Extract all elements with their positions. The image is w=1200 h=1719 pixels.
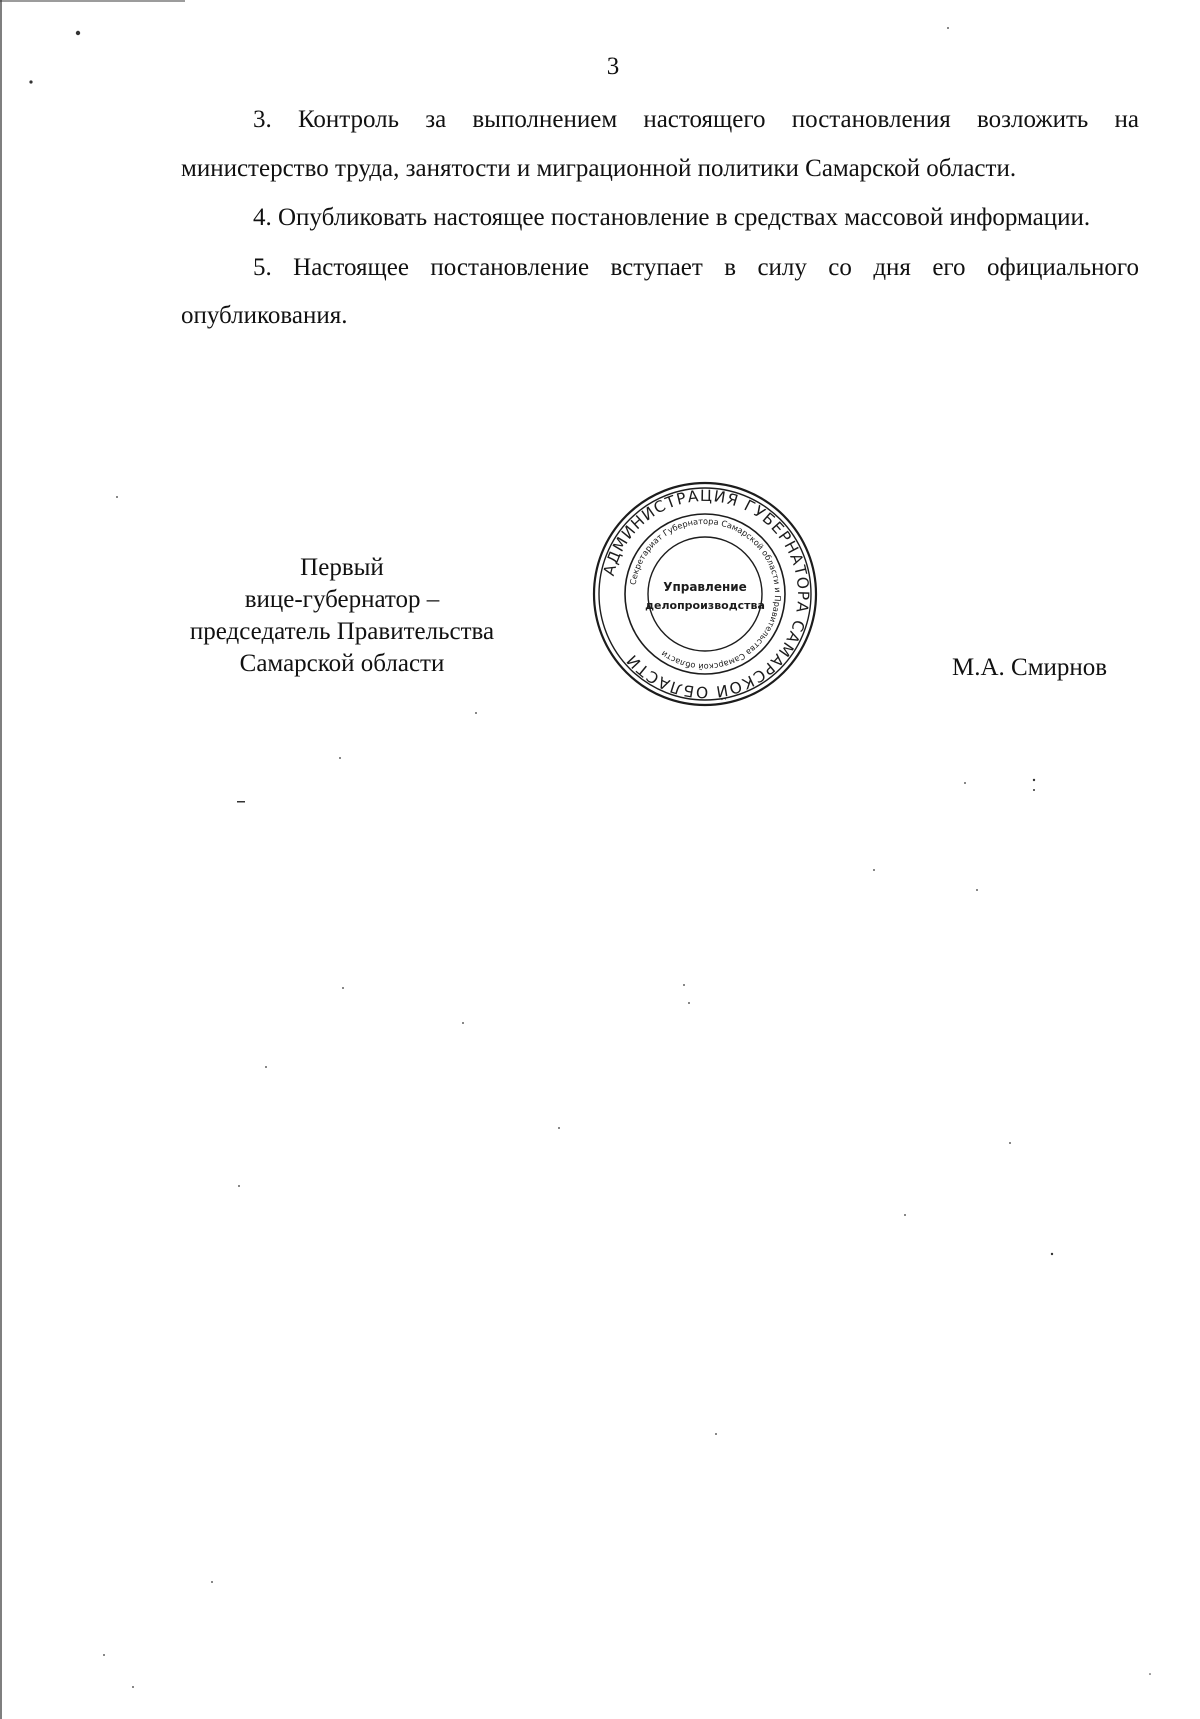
- paragraph-5: 5. Настоящее постановление вступает в силу со дня его официального опубликования.: [181, 253, 1139, 329]
- seal-center-line-2: делопроизводства: [645, 599, 765, 612]
- paragraph-4: 4. Опубликовать настоящее постановление в средствах массовой информации.: [253, 204, 1091, 231]
- signatory-title-line: председатель Правительства: [189, 618, 495, 645]
- scan-edge-left: [0, 0, 2, 1719]
- signatory-title-line: Первый: [300, 554, 384, 581]
- seal-inner-text: [628, 516, 783, 672]
- signatory-title-line: вице-губернатор –: [244, 586, 440, 613]
- seal-center-line-1: Управление: [663, 580, 747, 594]
- seal-graphic: [590, 479, 820, 709]
- resolution-text: [181, 96, 1139, 342]
- page-number: 3: [606, 53, 620, 80]
- paragraph-3: 3. Контроль за выполнением настоящего постановления возложить на министерство труда, занятости и миграционной политики Самарской области.: [181, 106, 1139, 182]
- seal-outer-text-path: АДМИНИСТРАЦИЯ ГУБЕРНАТОРА САМАРСКОЙ ОБЛАСТИ: [599, 486, 813, 702]
- seal-inner-text-path: Секретариат Губернатора Самарской области и Правительства Самарской области: [627, 515, 784, 673]
- signatory-title-line: Самарской области: [239, 650, 445, 677]
- signatory-name: М.А. Смирнов: [952, 654, 1108, 681]
- scan-edge-top: [0, 0, 185, 2]
- official-seal: [590, 479, 820, 709]
- signatory-title: [160, 552, 524, 680]
